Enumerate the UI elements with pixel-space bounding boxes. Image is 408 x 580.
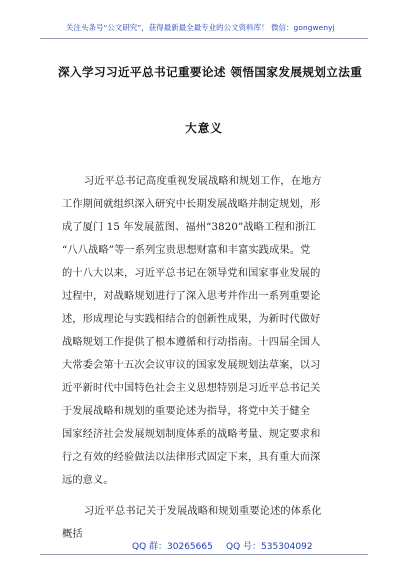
paragraph-1-line: 远的意义。	[62, 475, 114, 486]
header-promo-note: 关注头条号“公文研究”，获得最新最全最专业的公文资料库！ 微信：gongwenyj	[66, 23, 335, 32]
paragraph-1-line: 近平新时代中国特色社会主义思想特别是习近平总书记关	[62, 383, 321, 394]
paragraph-1-line: 工作期间就组织深入研究中长期发展战略并制定规划，形	[62, 199, 321, 210]
paragraph-1-line: 成了厦门 15 年发展蓝图、福州“3820”战略工程和浙江	[62, 222, 316, 233]
footer-qq-group: QQ 群：30265665	[132, 542, 213, 552]
paragraph-1-line: 的十八大以来，习近平总书记在领导党和国家事业发展的	[62, 268, 321, 279]
paragraph-1-line: 习近平总书记高度重视发展战略和规划工作，在地方	[84, 176, 322, 187]
paragraph-1-line: “八八战略”等一系列宝贵思想财富和丰富实践成果。党	[62, 245, 311, 256]
paragraph-1-line: 战略规划工作提供了根本遵循和行动指南。十四届全国人	[62, 337, 321, 348]
footer-qq-number: QQ 号：535304092	[226, 542, 313, 552]
document-title-line-1: 深入学习习近平总书记重要论述 领悟国家发展规划立法重	[58, 65, 363, 79]
paragraph-1-line: 过程中，对战略规划进行了深入思考并作出一系列重要论	[62, 291, 321, 302]
paragraph-2-line: 习近平总书记关于发展战略和规划重要论述的体系化	[84, 506, 322, 517]
paragraph-1-line: 行之有效的经验做法以法律形式固定下来，具有重大而深	[62, 452, 321, 463]
footer-divider	[40, 554, 368, 555]
paragraph-2-line: 概括	[62, 529, 83, 540]
document-title-line-2: 大意义	[185, 121, 223, 135]
paragraph-1-line: 大常委会第十五次会议审议的国家发展规划法草案，以习	[62, 360, 321, 371]
header-divider	[40, 38, 368, 39]
paragraph-1-line: 于发展战略和规划的重要论述为指导，将党中关于健全	[62, 406, 311, 417]
paragraph-1-line: 述，形成理论与实践相结合的创新性成果，为新时代做好	[62, 314, 321, 325]
paragraph-1-line: 国家经济社会发展规划制度体系的战略考量、规定要求和	[62, 429, 321, 440]
